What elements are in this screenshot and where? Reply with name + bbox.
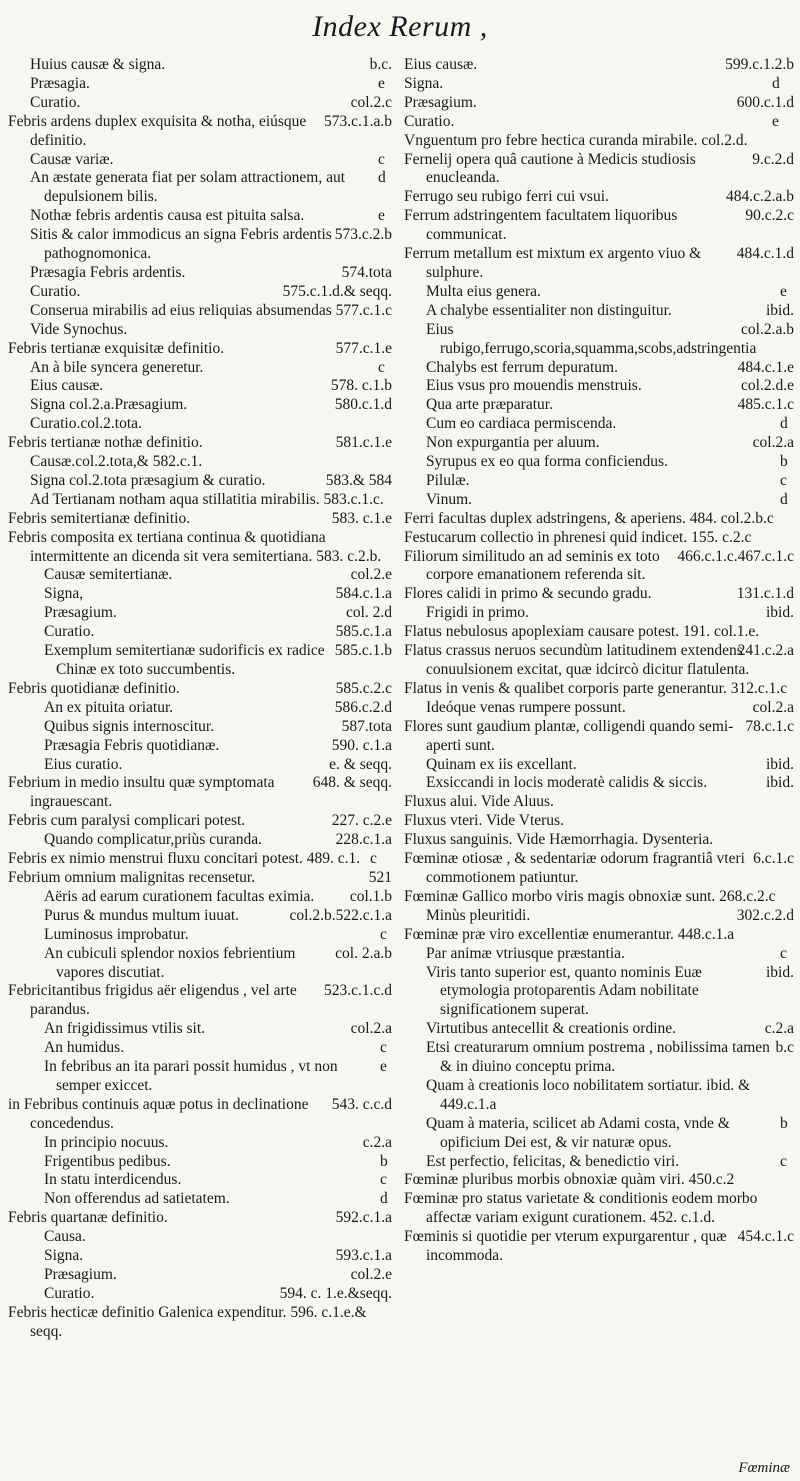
index-entry-text: Quam à creationis loco nobilitatem sortiatur. ibid. & 449.c.1.a [426,1076,751,1113]
index-entry [404,964,794,1021]
index-entry: e Præsagia. [30,74,385,92]
index-entry-text: Febris hecticæ definitio Galenica expenditur. 596. c.1.e.& seqq. [8,1303,367,1340]
index-entry-text: Luminosus improbatur. [44,925,189,943]
index-entry-text: Eius curatio. [44,755,123,773]
index-entry [404,188,794,207]
index-entry [404,926,794,945]
index-entry [404,132,794,151]
index-entry-text: Non offerendus ad satietatem. [44,1190,230,1208]
index-entry-text: An cubiculi splendor noxios febrientium vapores discutiat. [44,944,296,981]
index-entry-reference: b.c. [369,56,392,73]
index-entry [8,472,392,491]
index-entry-text: Curatio. [30,282,81,300]
index-entry-text: Ferrum metallum est mixtum ex argento viuo & sulphure. [404,245,702,281]
index-entry-reference: e. & seqq. [329,755,392,773]
index-entry [404,529,794,548]
index-entry-reference: col.2.a [350,1020,392,1038]
index-entry-text: Viris tanto superior est, quanto nominis Euæ etymologia protoparentis Adam nobilitate significationem superat. [426,963,702,1019]
index-entry-reference: col.2.c [350,93,392,111]
index-entry [8,434,392,453]
index-entry-text: Febris tertianæ exquisitæ definitio. [8,339,225,357]
index-entry-reference: 583. c.1.e [331,509,392,527]
index-entry-reference: col.1.b [349,887,392,905]
index-entry-text: Præsagium. [404,93,477,111]
index-entry-reference: col.2.a [752,698,794,716]
index-entry [8,1266,392,1285]
index-entry-text: Febris quartanæ definitio. [8,1209,168,1227]
index-entry-text: An humidus. [44,1039,125,1057]
index-entry-text: Eius rubigo,ferrugo,scoria,squamma,scobs,adstringentia [426,320,757,357]
index-entry-text: Sitis & calor immodicus an signa Febris ardentis pathognomonica. [30,226,332,263]
index-entry-reference: 581.c.1.e [335,434,392,452]
index-entry [8,340,392,359]
index-entry-reference: 585.c.1.a [335,623,392,641]
index-entry-text: Febris composita ex tertiana continua & quotidiana intermittente an dicenda sit vera semitertiana. 583. c.2.b. [8,528,382,565]
index-entry-reference: 587.tota [341,717,392,735]
index-entry-text: Fœminæ pluribus morbis obnoxiæ quàm viri. 450.c.2 [404,1171,735,1189]
index-entry [404,207,794,245]
index-entry [404,321,794,359]
index-entry-reference: 485.c.1.c [737,396,794,414]
index-entry-text: Fœminis si quotidie per vterum expurgarentur , quæ incommoda. [404,1228,727,1265]
index-entry [404,888,794,907]
index-entry-reference: c.2.a [764,1020,794,1038]
index-entry-text: Fœminæ pro status varietate & conditionis eodem morbo affectæ variam exigunt curationem. 452. c.1.d. [404,1190,758,1227]
index-entry [404,245,794,283]
index-entry: d Cum eo cardiaca permiscenda. [426,415,788,433]
index-entry-text: Signa col.2.tota præsagium & curatio. [30,471,266,489]
index-entry-reference: 585.c.1.b [334,642,392,660]
index-entry [404,1228,794,1266]
index-entry-text: Exemplum semitertianæ sudorificis ex radice Chinæ ex toto succumbentis. [44,642,325,678]
index-entry [8,491,392,510]
index-entry-text: Quinam ex iis excellant. [426,755,577,773]
index-entry-text: Signa. [404,74,444,92]
index-entry-text: Ferrum adstringentem facultatem liquoribus communicat. [404,207,678,244]
index-entry-reference: 600.c.1.d [736,93,794,111]
index-entry [8,1134,392,1153]
index-entry-text: Filiorum similitudo an ad seminis ex toto corpore emanationem referenda sit. [404,547,660,584]
index-entry [404,56,794,75]
index-entry-text: Febris tertianæ nothæ definitio. [8,434,203,452]
index-entry-text: Conserua mirabilis ad eius reliquias absumendas 577.c.1.c [30,301,393,319]
index-entry [8,453,392,472]
index-entry-reference: b.c [775,1039,794,1057]
index-entry [8,1247,392,1266]
index-entry-text: Chalybs est ferrum depuratum. [426,358,618,376]
index-entry-reference: 521 [368,868,392,886]
index-column-right [404,56,794,1266]
index-entry-reference: 9.c.2.d [752,150,794,168]
index-entry [404,604,794,623]
index-entry-text: Est perfectio, felicitas, & benedictio viri. [426,1152,680,1170]
index-entry [8,226,392,264]
index-entry-text: Multa eius genera. [426,282,541,300]
index-entry-text: Fluxus vteri. Vide Vterus. [404,812,564,830]
index-entry-reference: col. 2.a.b [335,944,392,962]
index-entry-reference: ibid. [766,963,794,981]
index-entry-text: Pilulæ. [426,471,470,489]
index-entry [8,1209,392,1228]
index-entry-text: Syrupus ex eo qua forma conficiendus. [426,453,668,471]
index-entry-text: Fluxus sanguinis. Vide Hæmorrhagia. Dysenteria. [404,831,714,849]
index-entry-text: Exsiccandi in locis moderatè calidis & siccis. [426,774,708,792]
index-entry-text: Vide Synochus. [30,320,128,338]
index-entry-reference: 523.c.1.c.d [323,982,392,1000]
index-entry [8,321,392,340]
index-entry-text: Signa col.2.a.Præsagium. [30,396,188,414]
index-entry [8,1304,392,1342]
index-entry-reference: 90.c.2.c [745,207,794,225]
index-entry [8,302,392,321]
index-entry-text: Frigidi in primo. [426,604,529,622]
index-entry-text: Cum eo cardiaca permiscenda. [426,415,617,433]
index-entry-text: Fœminæ præ viro excellentiæ enumerantur. 448.c.1.a [404,925,735,943]
index-entry-reference: c.2.a [362,1133,392,1151]
index-entry [8,1096,392,1134]
index-entry [8,94,392,113]
index-entry-text: Fluxus alui. Vide Aluus. [404,793,554,811]
index-entry [404,680,794,699]
index-entry-text: Fœminæ otiosæ , & sedentariæ odorum fragrantiâ vteri commotionem patiuntur. [404,850,745,886]
index-entry-text: Signa, [44,585,84,603]
index-entry-text: Causæ semitertianæ. [44,566,173,584]
index-entry-text: Curatio. [404,112,455,130]
index-entry-text: Quando complicatur,priùs curanda. [44,831,263,849]
index-entry-reference: col.2.e [350,1266,392,1283]
index-entry [404,850,794,888]
index-entry-reference: 228.c.1.a [335,831,392,849]
index-entry-reference: 584.c.1.a [335,585,392,603]
index-entry-text: Fernelij opera quâ cautione à Medicis studiosis enucleanda. [404,150,696,187]
index-entry-reference: col.2.d.e [741,377,794,395]
index-entry-reference: 583.& 584 [325,471,392,489]
index-entry-reference: col.2.b.522.c.1.a [289,906,392,924]
index-entry: c An humidus. [44,1039,387,1057]
index-entry-text: Vnguentum pro febre hectica curanda mirabile. col.2.d. [404,131,748,149]
index-entry-text: Ferri facultas duplex adstringens, & aperiens. 484. col.2.b.c [404,509,774,527]
index-entry [8,113,392,151]
index-entry-text: Curatio. [30,93,81,111]
index-entry-text: Causæ.col.2.tota,& 582.c.1. [30,453,203,471]
index-entry [404,718,794,756]
index-entry: c Febris ex nimio menstrui fluxu concitari potest. 489. c.1. [8,850,377,868]
index-entry-text: Febrium omnium malignitas recensetur. [8,868,256,886]
index-entry-reference: 241.c.2.a [737,642,794,660]
index-entry-text: Febris cum paralysi complicari potest. [8,812,246,830]
index-entry: c An à bile syncera generetur. [30,358,385,376]
index-entry-text: Festucarum collectio in phrenesi quid indicet. 155. c.2.c [404,528,752,546]
index-entry-reference: col. 2.d [345,604,392,622]
index-entry-reference: 302.c.2.d [736,906,794,924]
index-entry-reference: ibid. [766,301,794,319]
catchword: Fœminæ [738,1460,790,1476]
index-entry: d An æstate generata fiat per solam attractionem, aut depulsionem bilis. [30,169,386,206]
index-entry [404,1020,794,1039]
index-entry-reference: 575.c.1.d.& seqq. [282,282,392,300]
index-entry-text: Præsagium. [44,604,117,622]
index-entry-text: An æstate generata fiat per solam attractionem, aut depulsionem bilis. [30,169,346,206]
index-entry-text: Curatio.col.2.tota. [30,415,142,433]
index-entry: e Nothæ febris ardentis causa est pituita salsa. [30,207,385,225]
index-entry-text: Febris ardens duplex exquisita & notha, eiúsque definitio. [8,112,307,149]
index-column-left [8,56,392,1342]
index-entry-text: Eius causæ. [30,377,104,395]
index-entry-reference: col.2.a.b [741,320,794,338]
index-entry-text: Minùs pleuritidi. [426,906,531,924]
index-entry-text: Par animæ vtriusque præstantia. [426,944,625,962]
index-entry [404,1171,794,1190]
index-entry-text: Febrium in medio insultu quæ symptomata ingrauescant. [8,774,275,811]
index-entry [8,56,392,75]
index-entry-text: Aëris ad earum curationem facultas eximia. [44,887,315,905]
index-entry-text: Ferrugo seu rubigo ferri cui vsui. [404,188,609,206]
index-entry: b Frigentibus pedibus. [44,1152,388,1170]
index-entry-reference: 6.c.1.c [753,850,794,868]
index-entry-reference: col.2.a [752,434,794,452]
index-entry [404,585,794,604]
index-entry [8,888,392,907]
index-entry-text: Quam à materia, scilicet ab Adami costa, vnde & opificium Dei est, & vir naturæ opus. [426,1114,730,1151]
index-entry: d Vinum. [426,490,788,508]
index-entry-text: Febricitantibus frigidus aër eligendus , vel arte parandus. [8,982,297,1019]
index-entry-text: Virtutibus antecellit & creationis ordine. [426,1020,677,1038]
index-entry [404,642,794,680]
index-entry [8,699,392,718]
index-entry: c In statu interdicendus. [44,1171,387,1189]
index-entry: d Non offerendus ad satietatem. [44,1190,388,1208]
index-entry-text: Frigentibus pedibus. [44,1152,171,1170]
index-entry [8,907,392,926]
index-entry-reference: 590. c.1.a [331,736,392,754]
index-entry-reference: 648. & seqq. [312,774,392,792]
index-entry [8,945,392,983]
index-entry-text: Ideóque venas rumpere possunt. [426,698,626,716]
index-entry-reference: 580.c.1.d [334,396,392,414]
index-entry [404,434,794,453]
index-entry-text: Febris quotidianæ definitio. [8,679,180,697]
index-entry-reference: 599.c.1.2.b [725,56,794,73]
index-entry [8,377,392,396]
index-entry [8,566,392,585]
index-entry-reference: 466.c.1.c.467.c.1.c [677,547,794,565]
index-entry-text: Fœminæ Gallico morbo viris magis obnoxiæ sunt. 268.c.2.c [404,887,776,905]
index-entry [8,680,392,699]
index-entry [8,982,392,1020]
index-entry [404,548,794,586]
index-entry-reference: 585.c.2.c [335,679,392,697]
index-entry-text: Febris semitertianæ definitio. [8,509,191,527]
index-entry [404,623,794,642]
index-entry [8,737,392,756]
index-entry-text: Etsi creaturarum omnium postrema , nobilissima tamen & in diuino conceptu prima. [426,1039,770,1076]
index-entry-text: Eius causæ. [404,56,478,73]
index-entry [8,264,392,283]
index-entry-text: Præsagia Febris quotidianæ. [44,736,220,754]
index-entry: c Causæ variæ. [30,150,385,168]
index-entry [404,302,794,321]
index-entry [404,774,794,793]
index-entry [404,377,794,396]
index-entry-text: An à bile syncera generetur. [30,358,204,376]
index-entry-reference: ibid. [766,604,794,622]
index-entry: c Pilulæ. [426,471,787,489]
index-entry-reference: col.2.e [350,566,392,584]
index-entry-text: Causæ variæ. [30,150,114,168]
index-entry-text: Præsagia Febris ardentis. [30,263,186,281]
index-entry-text: Vinum. [426,490,473,508]
index-entry: b Syrupus ex eo qua forma conficiendus. [426,453,788,471]
index-entry [404,699,794,718]
index-entry [8,1020,392,1039]
index-entry-text: Qua arte præparatur. [426,396,553,414]
index-entry-reference: 227. c.2.e [331,812,392,830]
index-entry [404,94,794,113]
index-entry [8,529,392,567]
index-entry [8,812,392,831]
index-entry-text: Causa. [44,1228,86,1246]
index-entry [8,510,392,529]
index-entry [404,1190,794,1228]
index-entry [8,642,392,680]
index-entry-text: Præsagium. [44,1266,117,1283]
index-entry-text: Purus & mundus multum iuuat. [44,906,240,924]
index-entry: b Quam à materia, scilicet ab Adami costa, vnde & opificium Dei est, & vir naturæ opus. [426,1114,788,1151]
index-entry-reference: 484.c.1.d [736,245,794,263]
index-entry [8,1228,392,1247]
index-entry-text: A chalybe essentialiter non distinguitur. [426,301,672,319]
index-entry-text: In febribus an ita parari possit humidus , vt non semper exiccet. [44,1058,338,1094]
index-entry-reference: 593.c.1.a [335,1247,392,1265]
index-entry [404,151,794,189]
index-entry [8,623,392,642]
index-entry-text: Flatus nebulosus apoplexiam causare potest. 191. col.1.e. [404,623,760,641]
index-entry [404,756,794,775]
index-entry-reference: ibid. [766,755,794,773]
index-entry-text: An ex pituita oriatur. [44,698,174,716]
index-entry-reference: 454.c.1.c [737,1228,794,1246]
index-entry: d Signa. [404,74,780,92]
index-entry [8,774,392,812]
index-entry-reference: 78.c.1.c [745,717,794,735]
index-entry [8,415,392,434]
index-entry-text: In statu interdicendus. [44,1171,182,1189]
index-entry: e Curatio. [404,112,779,130]
index-entry [404,793,794,812]
index-entry [404,812,794,831]
index-entry-reference: 484.c.1.e [737,358,794,376]
index-entry-text: An frigidissimus vtilis sit. [44,1020,206,1038]
index-entry-text: Non expurgantia per aluum. [426,434,600,452]
index-entry-text: Flatus crassus neruos secundùm latitudinem extendens conuulsionem excitat, quæ idcircò dicitur flatulenta. [404,642,750,678]
index-entry-text: Quibus signis internoscitur. [44,717,215,735]
index-entry [404,510,794,529]
index-entry-text: Curatio. [44,1284,95,1302]
index-entry: e Multa eius genera. [426,282,787,300]
index-entry [404,396,794,415]
index-entry: c Par animæ vtriusque præstantia. [426,944,787,962]
index-entry-reference: 131.c.1.d [736,585,794,603]
index-entry-text: Præsagia. [30,74,90,92]
index-entry-text: Curatio. [44,623,95,641]
index-entry-reference: 484.c.2.a.b [725,188,794,206]
index-entry [8,718,392,737]
index-entry-reference: 543. c.c.d [331,1095,392,1113]
index-entry [404,1039,794,1077]
index-entry-text: In principio nocuus. [44,1133,169,1151]
index-entry-reference: 594. c. 1.e.&seqq. [279,1284,392,1302]
index-entry-text: Ad Tertianam notham aqua stillatitia mirabilis. 583.c.1.c. [30,490,384,508]
index-entry-text: Flores sunt gaudium plantæ, colligendi quando semi-aperti sunt. [404,717,734,754]
index-entry-text: Flores calidi in primo & secundo gradu. [404,585,652,603]
index-entry-text: Flatus in venis & qualibet corporis parte generantur. 312.c.1.c [404,679,788,697]
index-entry [8,869,392,888]
index-entry [404,907,794,926]
index-entry-reference: 577.c.1.e [335,339,392,357]
index-entry-reference: 573.c.2.b [334,226,392,244]
page-title: Index Rerum , [312,10,488,43]
index-entry-reference: ibid. [766,774,794,792]
index-entry-reference: 578. c.1.b [330,377,392,395]
index-entry-text: Eius vsus pro mouendis menstruis. [426,377,642,395]
index-entry-text: Nothæ febris ardentis causa est pituita salsa. [30,207,305,225]
index-entry-text: Signa. [44,1247,84,1265]
index-entry [404,831,794,850]
index-entry [8,1285,392,1304]
index-entry-text: Febris ex nimio menstrui fluxu concitari potest. 489. c.1. [8,850,361,868]
index-entry-text: Huius causæ & signa. [30,56,166,73]
index-entry-reference: 592.c.1.a [335,1209,392,1227]
index-entry-reference: 573.c.1.a.b [323,112,392,130]
index-entry: c Est perfectio, felicitas, & benedictio viri. [426,1152,787,1170]
index-entry-reference: 586.c.2.d [334,698,392,716]
index-entry [404,359,794,378]
index-entry [8,283,392,302]
index-entry [8,756,392,775]
index-entry [8,604,392,623]
index-entry-text: in Febribus continuis aquæ potus in declinatione concedendus. [8,1095,309,1132]
index-entry [8,831,392,850]
index-entry [404,1077,794,1115]
index-entry: c Luminosus improbatur. [44,925,387,943]
index-entry [8,396,392,415]
index-entry: e In febribus an ita parari possit humidus , vt non semper exiccet. [44,1058,387,1094]
index-entry-reference: 574.tota [341,263,392,281]
index-entry [8,585,392,604]
